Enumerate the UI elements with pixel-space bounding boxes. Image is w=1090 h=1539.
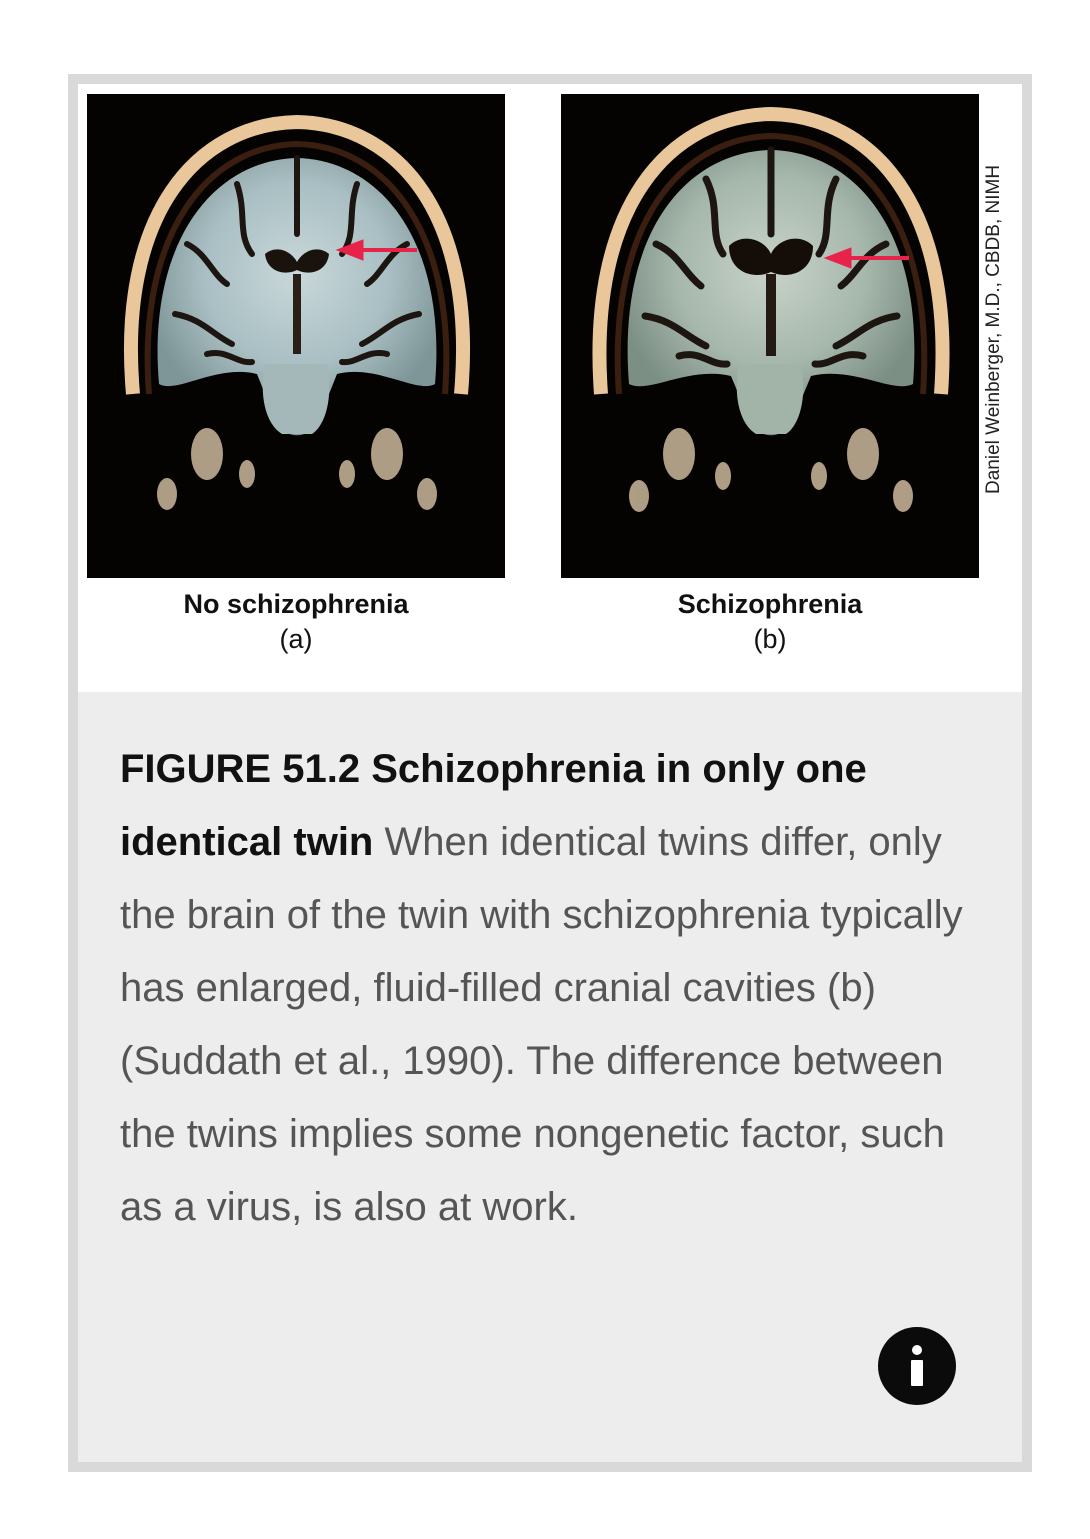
caption-title: FIGURE 51.2 Schizophrenia in only one identical twin bbox=[120, 747, 867, 864]
caption-body: When identical twins differ, only the brain of the twin with schizophrenia typically has enlarged, fluid-filled cranial cavities (b) (Suddath et al., 1990). The difference between the twins implies some nongenetic factor, such as a virus, is also at work. bbox=[120, 820, 963, 1229]
panel-b-label: Schizophrenia bbox=[677, 589, 863, 619]
photo-credit: Daniel Weinberger, M.D., CBDB, NIMH bbox=[983, 164, 1004, 494]
mri-image-schizophrenia bbox=[561, 94, 979, 578]
info-icon bbox=[907, 1344, 927, 1388]
figure-card bbox=[68, 74, 1032, 1472]
panel-a-letter: (a) bbox=[279, 624, 313, 654]
figure-caption bbox=[120, 733, 990, 1244]
figure-panel-b bbox=[561, 94, 979, 657]
figure-panel-a bbox=[87, 94, 505, 657]
panel-b-letter: (b) bbox=[753, 624, 787, 654]
panel-a-label: No schizophrenia bbox=[183, 589, 409, 619]
mri-image-no-schizophrenia bbox=[87, 94, 505, 578]
figure-image-area bbox=[78, 84, 1022, 692]
info-button[interactable] bbox=[878, 1327, 956, 1405]
